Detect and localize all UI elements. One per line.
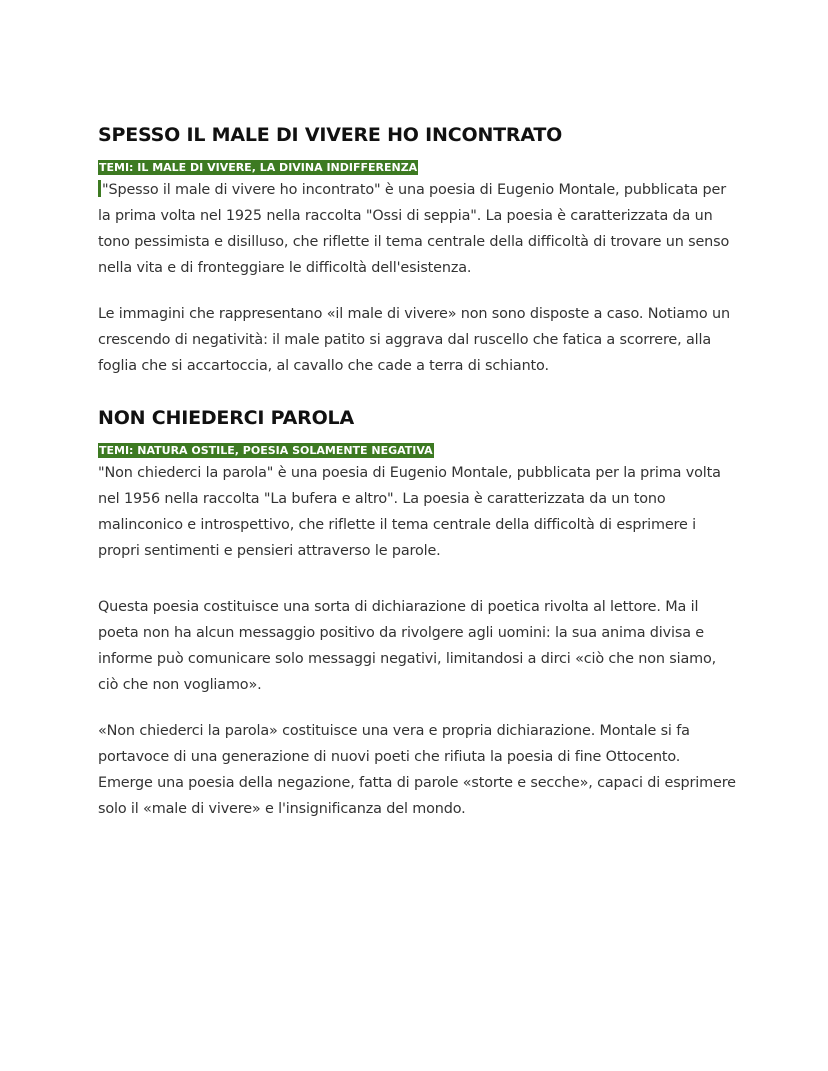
- paragraph: Questa poesia costituisce una sorta di dichiarazione di poetica rivolta al lettore. Ma il poeta non ha alcun messaggio positivo da rivolgere agli uomini: la sua anima divisa e informe può comunicare solo messaggi negativi, limitandosi a dirci «ciò che non siamo, ciò che non vogliamo».: [98, 599, 717, 693]
- themes-highlight: TEMI: NATURA OSTILE, POESIA SOLAMENTE NEGATIVA: [99, 444, 433, 457]
- section-title: NON CHIEDERCI PAROLA: [98, 407, 354, 429]
- paragraph: «Non chiederci la parola» costituisce una vera e propria dichiarazione. Montale si fa portavoce di una generazione di nuovi poeti che rifiuta la poesia di fine Ottocento. Emerge una poesia della negazione, fatta di parole «storte e secche», capaci di esprimere solo il «male di vivere» e l'insignificanza del mondo.: [98, 723, 736, 817]
- paragraph: "Non chiederci la parola" è una poesia di Eugenio Montale, pubblicata per la prima volta nel 1956 nella raccolta "La bufera e altro". La poesia è caratterizzata da un tono malinconico e introspettivo, che riflette il tema centrale della difficoltà di esprimere i propri sentimenti e pensieri attraverso le parole.: [98, 465, 721, 559]
- paragraph-text: "Spesso il male di vivere ho incontrato" è una poesia di Eugenio Montale, pubblicata per la prima volta nel 1925 nella raccolta "Ossi di seppia". La poesia è caratterizzata da un tono pessimista e disilluso, che riflette il tema centrale della difficoltà di trovare un senso nella vita e di fronteggiare le difficoltà dell'esistenza.: [98, 182, 730, 276]
- text-cursor-marker: [98, 180, 101, 197]
- paragraph: Le immagini che rappresentano «il male di vivere» non sono disposte a caso. Notiamo un crescendo di negatività: il male patito si aggrava dal ruscello che fatica a scorrere, alla foglia che si accartoccia, al cavallo che cade a terra di schianto.: [98, 306, 730, 374]
- section-spesso-il-male: [98, 120, 738, 379]
- paragraph: [98, 177, 738, 281]
- section-non-chiederci-parola: [98, 403, 738, 822]
- section-title: SPESSO IL MALE DI VIVERE HO INCONTRATO: [98, 124, 563, 146]
- themes-highlight: TEMI: IL MALE DI VIVERE, LA DIVINA INDIFFERENZA: [99, 161, 418, 174]
- document-page: [98, 120, 738, 822]
